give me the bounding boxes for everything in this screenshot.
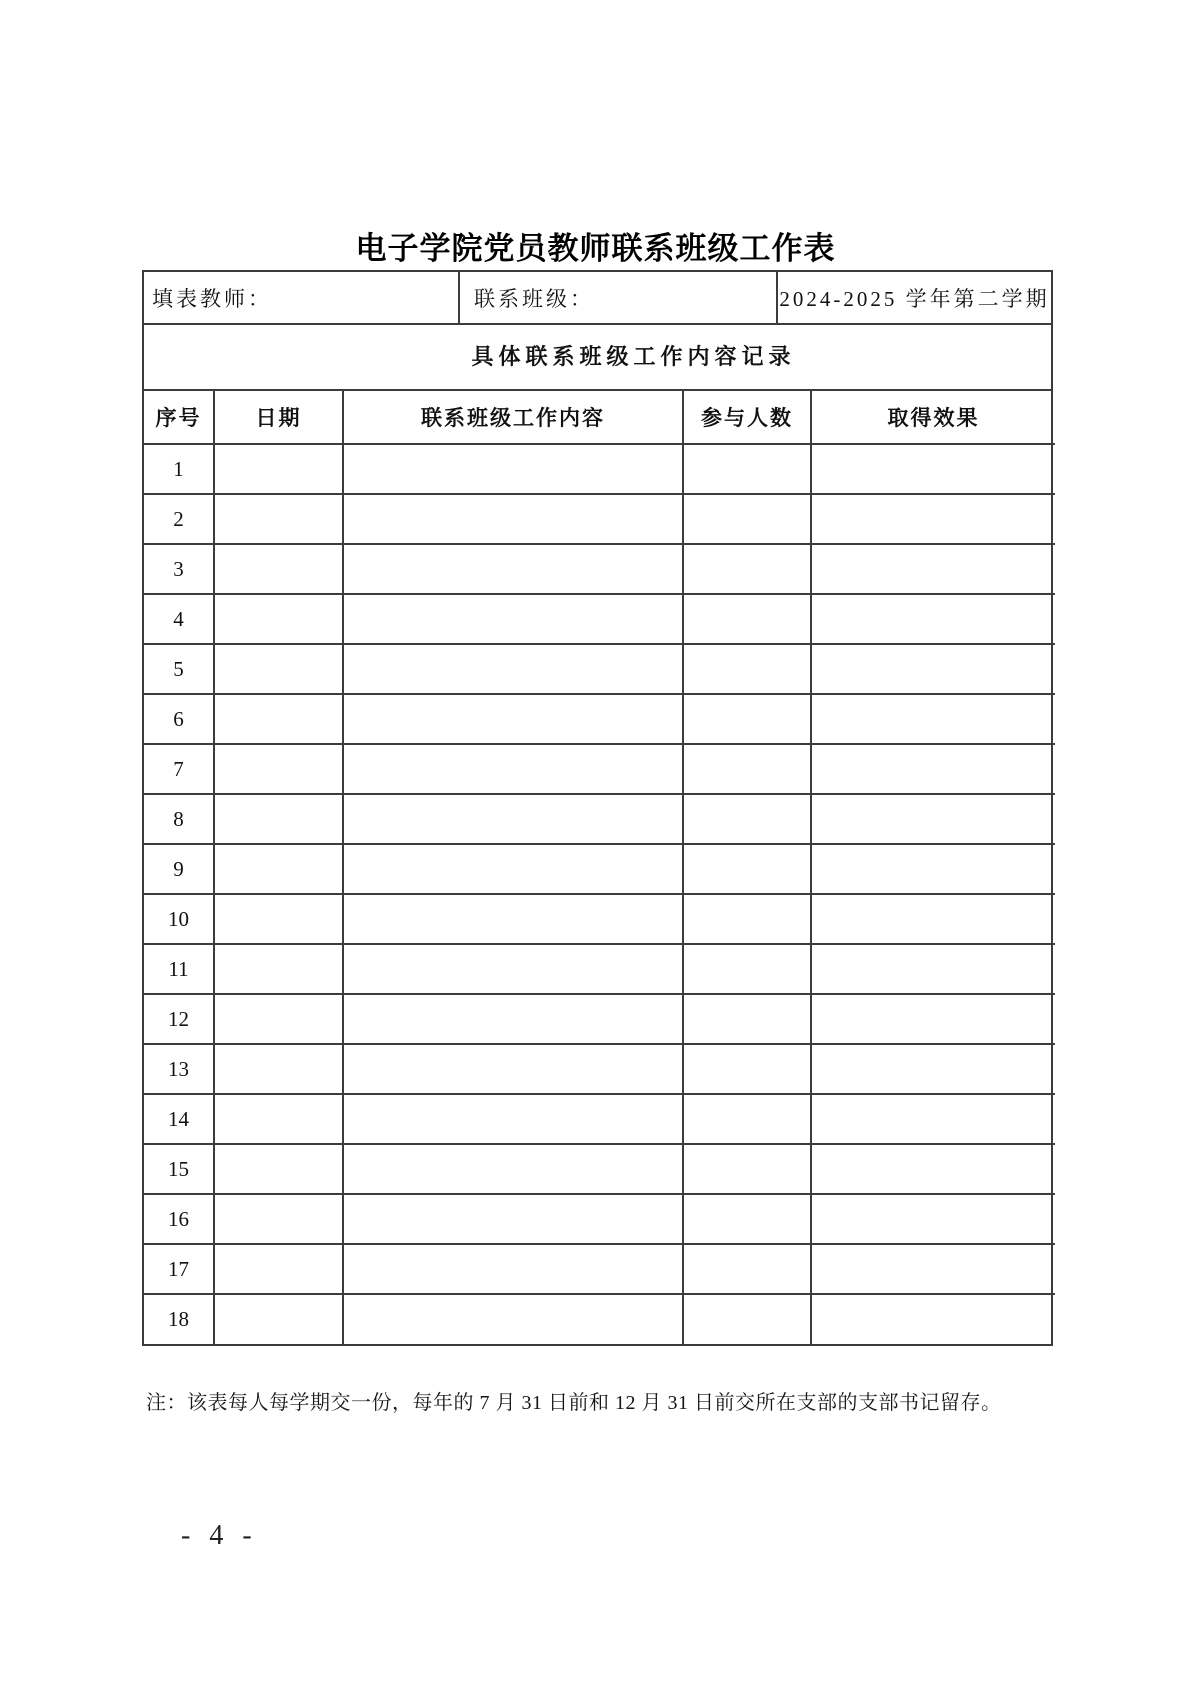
effect-cell xyxy=(811,1144,1055,1194)
row-number-cell: 11 xyxy=(144,944,214,994)
date-cell xyxy=(214,944,343,994)
effect-cell xyxy=(811,444,1055,494)
content-cell xyxy=(343,844,683,894)
content-cell xyxy=(343,744,683,794)
date-cell xyxy=(214,594,343,644)
date-cell xyxy=(214,694,343,744)
date-cell xyxy=(214,1044,343,1094)
header-content: 联系班级工作内容 xyxy=(343,391,683,444)
date-cell xyxy=(214,1294,343,1344)
table-header-row xyxy=(144,391,1055,444)
content-cell xyxy=(343,444,683,494)
table-row xyxy=(144,644,1055,694)
work-record-table xyxy=(144,391,1055,1344)
effect-cell xyxy=(811,994,1055,1044)
participants-cell xyxy=(683,594,811,644)
content-cell xyxy=(343,694,683,744)
row-number-cell: 16 xyxy=(144,1194,214,1244)
row-number-cell: 18 xyxy=(144,1294,214,1344)
participants-cell xyxy=(683,744,811,794)
participants-cell xyxy=(683,794,811,844)
header-effect: 取得效果 xyxy=(811,391,1055,444)
content-cell xyxy=(343,1244,683,1294)
content-cell xyxy=(343,1194,683,1244)
content-cell xyxy=(343,1144,683,1194)
row-number-cell: 7 xyxy=(144,744,214,794)
table-row xyxy=(144,594,1055,644)
table-row xyxy=(144,794,1055,844)
participants-cell xyxy=(683,444,811,494)
header-date: 日期 xyxy=(214,391,343,444)
date-cell xyxy=(214,794,343,844)
date-cell xyxy=(214,1244,343,1294)
table-row xyxy=(144,844,1055,894)
date-cell xyxy=(214,894,343,944)
effect-cell xyxy=(811,1194,1055,1244)
participants-cell xyxy=(683,1144,811,1194)
table-body xyxy=(144,444,1055,1344)
date-cell xyxy=(214,644,343,694)
row-number-cell: 8 xyxy=(144,794,214,844)
row-number-cell: 17 xyxy=(144,1244,214,1294)
date-cell xyxy=(214,544,343,594)
date-cell xyxy=(214,1144,343,1194)
effect-cell xyxy=(811,644,1055,694)
table-row xyxy=(144,444,1055,494)
effect-cell xyxy=(811,944,1055,994)
row-number-cell: 5 xyxy=(144,644,214,694)
effect-cell xyxy=(811,1244,1055,1294)
table-row xyxy=(144,1144,1055,1194)
effect-cell xyxy=(811,794,1055,844)
row-number-cell: 3 xyxy=(144,544,214,594)
content-cell xyxy=(343,894,683,944)
row-number-cell: 2 xyxy=(144,494,214,544)
row-number-cell: 1 xyxy=(144,444,214,494)
table-row xyxy=(144,544,1055,594)
content-cell xyxy=(343,544,683,594)
section-caption: 具体联系班级工作内容记录 xyxy=(144,325,1051,391)
participants-cell xyxy=(683,1044,811,1094)
fill-teacher-field xyxy=(144,272,460,323)
page-title: 电子学院党员教师联系班级工作表 xyxy=(355,230,836,266)
footer-note: 注：该表每人每学期交一份，每年的 7 月 31 日前和 12 月 31 日前交所在支部的支部书记留存。 xyxy=(146,1392,1002,1414)
table-row xyxy=(144,1194,1055,1244)
page-number: - 4 - xyxy=(181,1520,258,1551)
header-participants: 参与人数 xyxy=(683,391,811,444)
effect-cell xyxy=(811,1294,1055,1344)
participants-cell xyxy=(683,1194,811,1244)
effect-cell xyxy=(811,494,1055,544)
table-row xyxy=(144,1044,1055,1094)
content-cell xyxy=(343,1044,683,1094)
participants-cell xyxy=(683,1244,811,1294)
row-number-cell: 4 xyxy=(144,594,214,644)
table-row xyxy=(144,744,1055,794)
table-row xyxy=(144,894,1055,944)
date-cell xyxy=(214,744,343,794)
content-cell xyxy=(343,994,683,1044)
work-form-table xyxy=(142,270,1053,1346)
date-cell xyxy=(214,994,343,1044)
row-number-cell: 15 xyxy=(144,1144,214,1194)
content-cell xyxy=(343,944,683,994)
table-row xyxy=(144,1294,1055,1344)
participants-cell xyxy=(683,944,811,994)
table-row xyxy=(144,1244,1055,1294)
effect-cell xyxy=(811,594,1055,644)
effect-cell xyxy=(811,544,1055,594)
date-cell xyxy=(214,444,343,494)
date-cell xyxy=(214,494,343,544)
content-cell xyxy=(343,794,683,844)
row-number-cell: 10 xyxy=(144,894,214,944)
participants-cell xyxy=(683,644,811,694)
fill-teacher-label: 填表教师： xyxy=(152,286,272,311)
content-cell xyxy=(343,594,683,644)
table-row xyxy=(144,694,1055,744)
date-cell xyxy=(214,1094,343,1144)
participants-cell xyxy=(683,994,811,1044)
table-row xyxy=(144,944,1055,994)
content-cell xyxy=(343,494,683,544)
semester-field xyxy=(778,272,1051,323)
effect-cell xyxy=(811,744,1055,794)
contact-class-field xyxy=(460,272,778,323)
participants-cell xyxy=(683,894,811,944)
table-row xyxy=(144,994,1055,1044)
participants-cell xyxy=(683,494,811,544)
participants-cell xyxy=(683,544,811,594)
row-number-cell: 9 xyxy=(144,844,214,894)
effect-cell xyxy=(811,844,1055,894)
effect-cell xyxy=(811,1044,1055,1094)
semester-label: 2024-2025 学年第二学期 xyxy=(779,286,1050,311)
row-number-cell: 13 xyxy=(144,1044,214,1094)
effect-cell xyxy=(811,694,1055,744)
date-cell xyxy=(214,844,343,894)
participants-cell xyxy=(683,844,811,894)
content-cell xyxy=(343,1094,683,1144)
row-number-cell: 12 xyxy=(144,994,214,1044)
contact-class-label: 联系班级： xyxy=(474,286,594,311)
participants-cell xyxy=(683,1294,811,1344)
date-cell xyxy=(214,1194,343,1244)
content-cell xyxy=(343,1294,683,1344)
participants-cell xyxy=(683,1094,811,1144)
participants-cell xyxy=(683,694,811,744)
header-no: 序号 xyxy=(144,391,214,444)
info-row xyxy=(144,272,1051,325)
table-row xyxy=(144,494,1055,544)
effect-cell xyxy=(811,1094,1055,1144)
row-number-cell: 14 xyxy=(144,1094,214,1144)
table-row xyxy=(144,1094,1055,1144)
content-cell xyxy=(343,644,683,694)
row-number-cell: 6 xyxy=(144,694,214,744)
effect-cell xyxy=(811,894,1055,944)
